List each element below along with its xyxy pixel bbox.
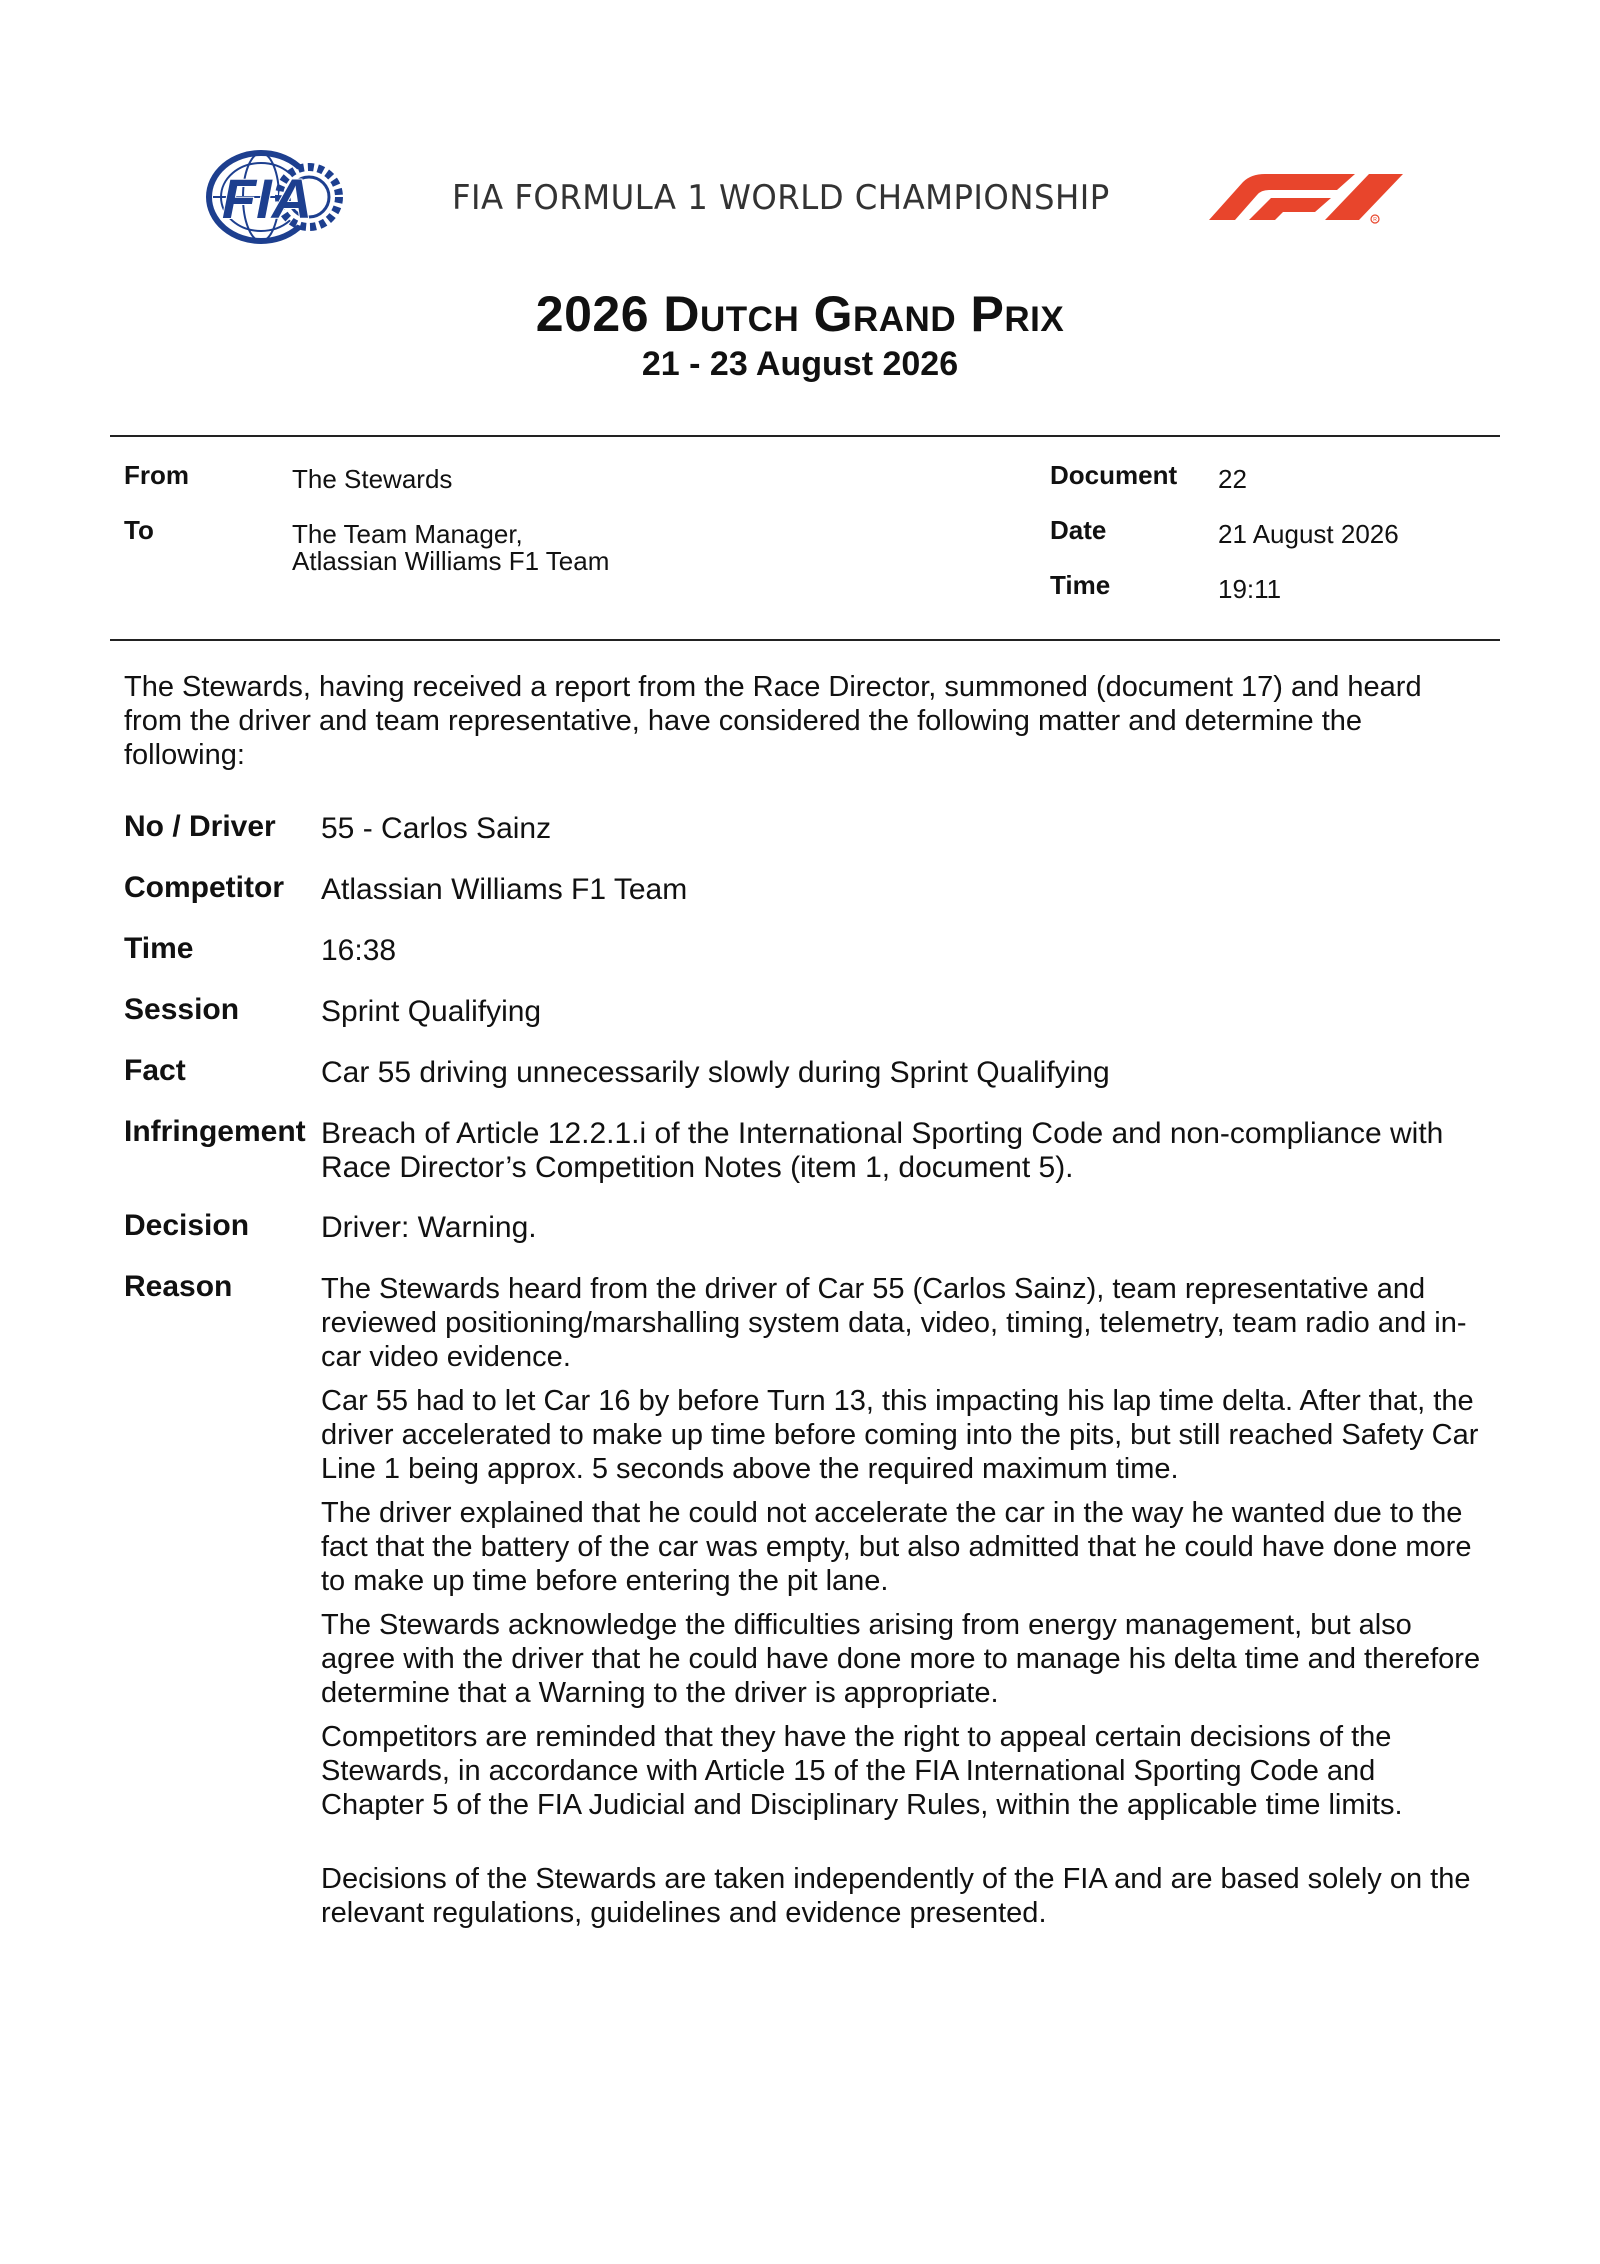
incident-time-value: 16:38 <box>321 934 397 967</box>
incident-time-label: Time <box>124 932 194 965</box>
driver-value: 55 - Carlos Sainz <box>321 812 552 845</box>
intro-paragraph: The Stewards, having received a report from the Race Director, summoned (document 17) and heard from the driver and team representative, have considered the following matter and determine the following: <box>124 671 1422 771</box>
session-value: Sprint Qualifying <box>321 995 542 1028</box>
svg-text:R: R <box>1373 217 1377 223</box>
reason-paragraph-4: The Stewards acknowledge the difficulties arising from energy management, but also agree with the driver that he could have done more to manage his delta time and therefore determine that a Warning to the driver is appropriate. <box>321 1609 1481 1709</box>
decision-value: Driver: Warning. <box>321 1211 537 1244</box>
fact-value: Car 55 driving unnecessarily slowly during Sprint Qualifying <box>321 1056 1110 1089</box>
document-header <box>0 0 1600 260</box>
infringement-label: Infringement <box>124 1115 306 1148</box>
fia-logo-text: FIA <box>221 167 313 230</box>
time-label: Time <box>1050 570 1111 600</box>
reason-paragraph-1: The Stewards heard from the driver of Car 55 (Carlos Sainz), team representative and reviewed positioning/marshalling system data, video, timing, telemetry, team radio and in-car video evidence. <box>321 1273 1467 1373</box>
competitor-value: Atlassian Williams F1 Team <box>321 873 688 906</box>
fact-label: Fact <box>124 1054 186 1087</box>
session-label: Session <box>124 993 240 1026</box>
time-value: 19:11 <box>1218 574 1282 604</box>
f1-logo <box>1205 168 1405 224</box>
infringement-value: Breach of Article 12.2.1.i of the International Sporting Code and non-compliance with Race Director’s Competition Notes (item 1, document 5). <box>321 1117 1444 1184</box>
reason-paragraph-3: The driver explained that he could not accelerate the car in the way he wanted due to the fact that the battery of the car was empty, but also admitted that he could have done more to make up time before entering the pit lane. <box>321 1497 1472 1597</box>
competitor-label: Competitor <box>124 871 284 904</box>
to-label: To <box>124 515 154 545</box>
decision-label: Decision <box>124 1209 250 1242</box>
event-dates: 21 - 23 August 2026 <box>641 345 959 383</box>
independence-notice: Decisions of the Stewards are taken independently of the FIA and are based solely on the relevant regulations, guidelines and evidence presented. <box>321 1863 1471 1929</box>
reason-paragraph-2: Car 55 had to let Car 16 by before Turn 13, this impacting his lap time delta. After that, the driver accelerated to make up time before coming into the pits, but still reached Safety Car Line 1 being approx. 5 seconds above the required maximum time. <box>321 1385 1479 1485</box>
document-number: 22 <box>1218 464 1247 494</box>
championship-title: FIA FORMULA 1 WORLD CHAMPIONSHIP <box>452 178 1110 218</box>
divider-bottom <box>110 639 1500 641</box>
to-value-line1: The Team Manager, <box>292 519 523 549</box>
from-value: The Stewards <box>292 464 453 494</box>
document-label: Document <box>1050 460 1178 490</box>
reason-text <box>321 1272 1486 1940</box>
appeal-notice: Competitors are reminded that they have the right to appeal certain decisions of the Stewards, in accordance with Article 15 of the FIA International Sporting Code and Chapter 5 of the FIA Judicial and Disciplinary Rules, within the applicable time limits. <box>321 1721 1403 1821</box>
divider-top <box>110 435 1500 437</box>
to-value-line2: Atlassian Williams F1 Team <box>292 546 610 576</box>
date-value: 21 August 2026 <box>1218 519 1399 549</box>
reason-label: Reason <box>124 1270 233 1303</box>
driver-label: No / Driver <box>124 810 276 843</box>
fia-logo <box>205 150 345 244</box>
date-label: Date <box>1050 515 1107 545</box>
from-label: From <box>124 460 189 490</box>
event-title: 2026 Dutch Grand Prix <box>535 286 1065 342</box>
